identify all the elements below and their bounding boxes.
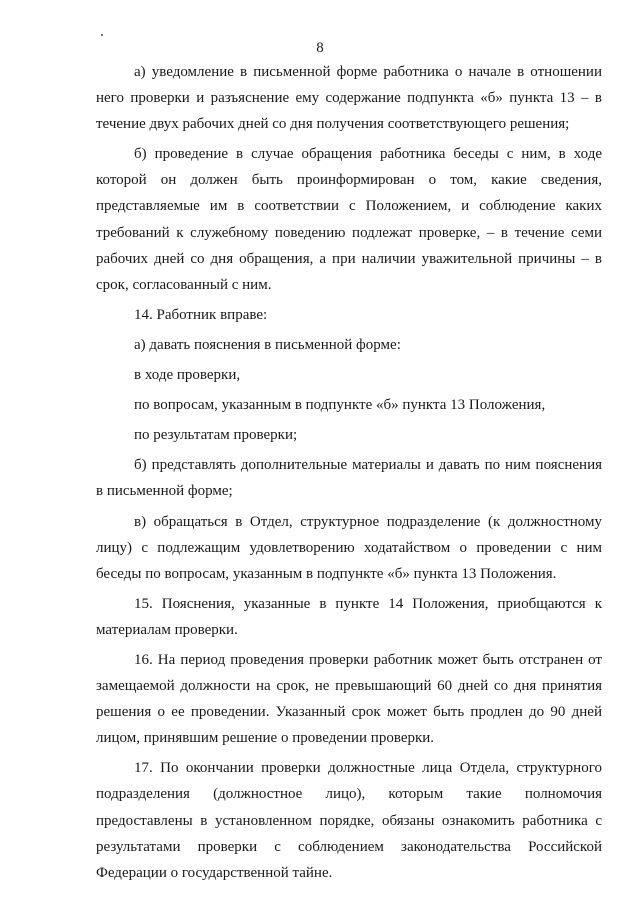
paragraph-13a: а) уведомление в письменной форме работника о начале в отношении него проверки и разъяснение ему содержание подпункта «б» пункта 13 – в течение двух рабочих дней со дня получения соответствующего решения;: [96, 64, 602, 133]
scan-speck: [101, 34, 103, 36]
paragraph-14a-item-1: в ходе проверки,: [134, 367, 241, 384]
paragraph-14b: б) представлять дополнительные материалы и давать по ним пояснения в письменной форме;: [96, 457, 602, 500]
document-body: [96, 59, 602, 886]
paragraph-16: 16. На период проведения проверки работник может быть отстранен от замещаемой должности на срок, не превышающий 60 дней со дня принятия решения о ее проведении. Указанный срок может быть продлен до 90 дней лицом, принявшим решение о проведении проверки.: [96, 651, 602, 747]
paragraph-15: 15. Пояснения, указанные в пункте 14 Положения, приобщаются к материалам проверки.: [96, 595, 602, 638]
paragraph-14a-item-2: по вопросам, указанным в подпункте «б» пункта 13 Положения,: [134, 397, 546, 414]
page-number: 8: [316, 40, 324, 56]
paragraph-13b: б) проведение в случае обращения работника беседы с ним, в ходе которой он должен быть проинформирован о том, какие сведения, представляемые им в соответствии с Положением, и соблюдение каких требований к служебному поведению подлежат проверке, – в течение семи рабочих дней со дня обращения, а при наличии уважительной причины – в срок, согласованный с ним.: [96, 146, 602, 293]
paragraph-14c: в) обращаться в Отдел, структурное подразделение (к должностному лицу) с подлежащим удовлетворению ходатайством о проведении с ним беседы по вопросам, указанным в подпункте «б» пункта 13 Положения.: [96, 513, 602, 582]
paragraph-14a-item-3: по результатам проверки;: [134, 427, 298, 444]
paragraph-17: 17. По окончании проверки должностные лица Отдела, структурного подразделения (должностное лицо), которым такие полномочия предоставлены в установленном порядке, обязаны ознакомить работника с результатами проверки с соблюдением законодательства Российской Федерации о государственной тайне.: [96, 760, 602, 881]
paragraph-14a: а) давать пояснения в письменной форме:: [134, 336, 401, 353]
paragraph-14-heading: 14. Работник вправе:: [134, 306, 268, 323]
